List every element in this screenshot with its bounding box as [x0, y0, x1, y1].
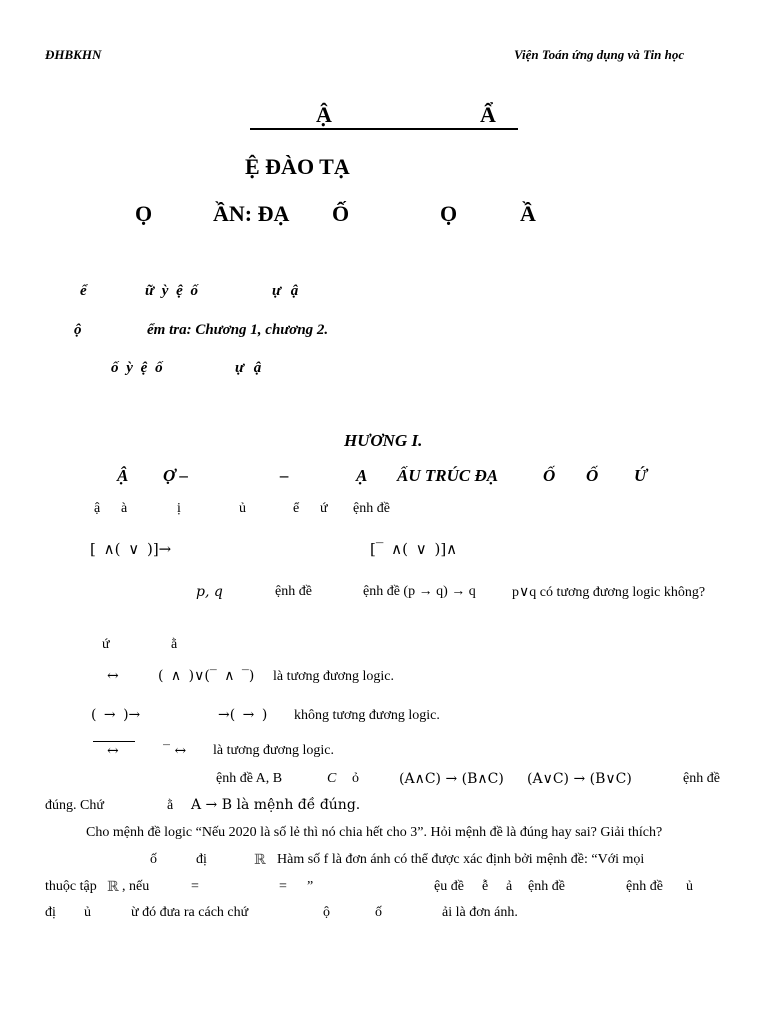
q1-frag-d: ủ [239, 501, 246, 516]
chapter-sub-e: ẤU TRÚC ĐẠ [397, 466, 499, 485]
q6-frag-k: ệu đề [434, 879, 464, 894]
chapter-title: HƯƠNG I. [344, 431, 423, 450]
equiv3-arrow: ↔ [107, 743, 119, 759]
title-line3-a: Ọ [135, 201, 153, 226]
info-l2-b: ểm tra: Chương 1, chương 2. [147, 322, 329, 338]
title-line3-c: Ố [332, 201, 350, 226]
q3-frag-b: ằ [171, 637, 178, 652]
q6-frag-u: ố [375, 905, 382, 920]
q6-frag-h: = [191, 879, 199, 894]
chapter-sub-f: Ố [543, 466, 556, 485]
q1-frag-g: ệnh đề [353, 501, 390, 516]
q6-frag-t: ộ [323, 905, 330, 920]
chapter-sub-a: Ậ [117, 466, 129, 485]
q5-text: Cho mệnh đề logic “Nếu 2020 là số lẻ thì nó chia hết cho 3”. Hỏi mệnh đề là đúng hay sai? Giải thích? [86, 825, 663, 840]
q6-frag-n: ệnh đề [528, 879, 565, 894]
equiv2-text: không tương đương logic. [294, 708, 440, 723]
info-l3-b: ự ậ [235, 360, 262, 376]
q2-frag-c: ệnh đề (p → q) → q [363, 584, 476, 599]
q6-reals-2: ℝ [107, 879, 119, 895]
chapter-sub-g: Ố [586, 466, 599, 485]
q4-frag-b: C [327, 771, 337, 786]
chapter-sub-h: Ứ [634, 466, 648, 485]
info-l3-a: ố ỳ ệ ố [111, 360, 163, 376]
title-underline [250, 128, 518, 130]
q4-frag-g: đúng. Chứ [45, 798, 104, 813]
q4-frag-i: A → B là mệnh đề đúng. [191, 797, 361, 813]
q4-formula-a: (A∧C) → (B∧C) [399, 771, 504, 787]
q6-frag-a: ố [150, 852, 157, 867]
title-line1-a: Ậ [316, 102, 332, 127]
q4-frag-h: ằ [167, 798, 174, 813]
title-line3-e: Ầ [520, 201, 536, 226]
q1-frag-c: ị [177, 501, 181, 516]
equiv1-text: là tương đương logic. [273, 669, 394, 684]
q1-frag-e: ể [293, 501, 300, 516]
q6-frag-p: ủ [686, 879, 693, 894]
info-l2-a: ộ [74, 322, 82, 338]
overline-1 [93, 741, 135, 742]
q4-frag-c: ỏ [352, 771, 359, 786]
q1-frag-f: ứ [320, 501, 328, 516]
q2-frag-d: p∨q có tương đương logic không? [512, 585, 706, 600]
equiv2-expr-b: →( → ) [218, 707, 268, 723]
q6-frag-l: ễ [482, 879, 489, 894]
title-line2: Ệ ĐÀO TẠ [245, 154, 350, 179]
q6-frag-s: ừ đó đưa ra cách chứ [131, 905, 249, 920]
q2-frag-b: ệnh đề [275, 584, 312, 599]
info-l1-b: ữ ỳ ệ ố [145, 283, 199, 299]
equiv3-expr: ‾ ↔ [163, 743, 187, 759]
q2-vars: p, q [196, 584, 223, 600]
q6-frag-g: , nếu [122, 879, 150, 894]
header-left: ĐHBKHN [45, 47, 102, 62]
equiv1-expr: ( ∧ )∨(‾ ∧ ‾) [158, 668, 255, 684]
chapter-sub-d: Ạ [356, 466, 368, 485]
q6-reals-1: ℝ [254, 852, 266, 868]
chapter-sub-b: Ợ – [163, 466, 189, 485]
formula-2: [‾ ∧( ∨ )]∧ [370, 540, 458, 558]
equiv3-text: là tương đương logic. [213, 743, 334, 758]
q6-frag-r: ủ [84, 905, 91, 920]
equiv2-expr-a: ( → )→ [91, 707, 141, 723]
q4-frag-a: ệnh đề A, B [216, 771, 283, 786]
q6-frag-e: thuộc tập [45, 879, 97, 894]
title-line1-b: Ẩ [480, 102, 496, 127]
q1-frag-b: à [121, 501, 128, 516]
info-l1-a: ể [80, 283, 87, 299]
equiv1-arrow: ↔ [107, 668, 119, 684]
q6-frag-q: đị [45, 905, 56, 920]
title-line3-b: ẦN: ĐẠ [213, 201, 290, 226]
q6-frag-b: đị [196, 852, 207, 867]
q4-formula-b: (A∨C) → (B∨C) [527, 771, 632, 787]
q3-frag-a: ứ [102, 637, 110, 652]
q6-frag-j: ” [307, 879, 314, 894]
chapter-sub-c: – [280, 466, 289, 485]
q6-frag-m: ả [506, 879, 513, 894]
q6-frag-v: ải là đơn ánh. [442, 905, 518, 920]
title-line3-d: Ọ [440, 201, 458, 226]
q6-frag-o: ệnh đề [626, 879, 663, 894]
q6-frag-i: = [279, 879, 287, 894]
q6-frag-d: Hàm số f là đơn ánh có thể được xác định bởi mệnh đề: “Với mọi [277, 852, 645, 867]
q1-frag-a: ậ [94, 501, 101, 516]
q4-frag-f: ệnh đề [683, 771, 720, 786]
formula-1: [ ∧( ∨ )]→ [90, 540, 172, 558]
info-l1-c: ự ậ [272, 283, 299, 299]
header-right: Viện Toán ứng dụng và Tin học [514, 47, 685, 62]
